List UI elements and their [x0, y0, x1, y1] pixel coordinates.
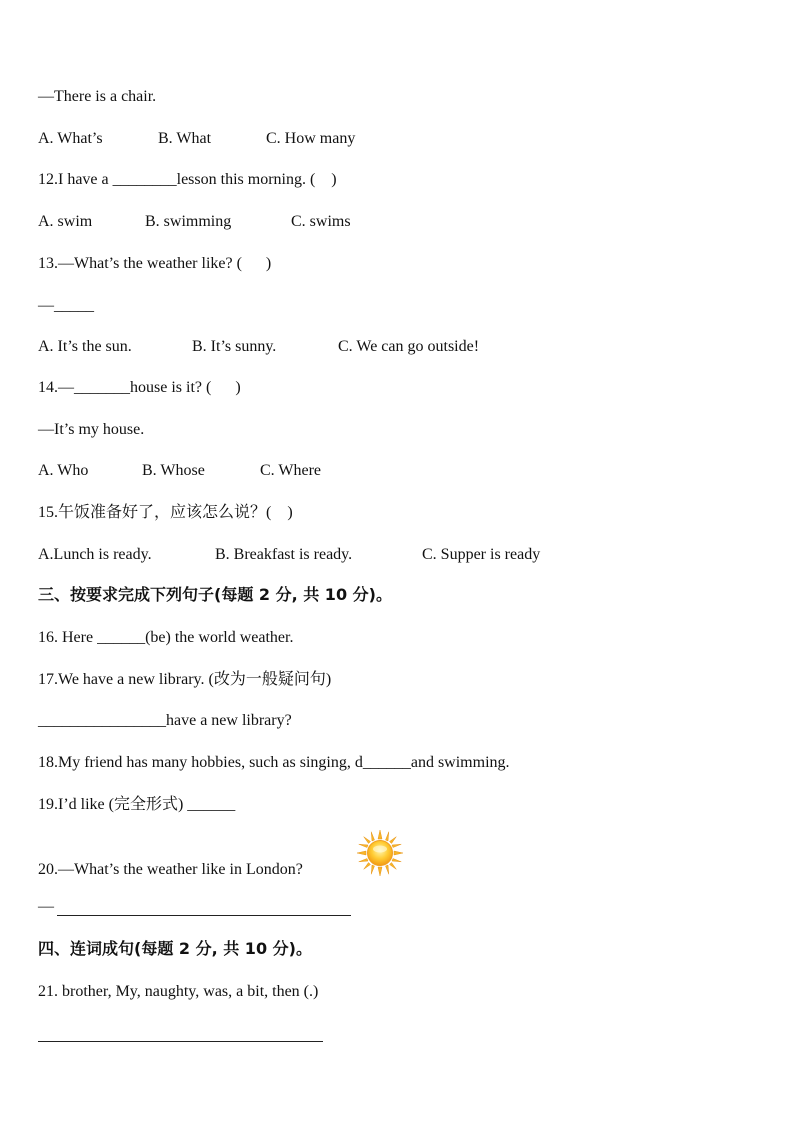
q21-question: 21. brother, My, naughty, was, a bit, then (.) [38, 983, 319, 1000]
q12-option-b: B. swimming [145, 213, 232, 230]
q14-question: 14.—_______house is it? ( ) [38, 379, 241, 396]
q17-answer-line: ________________have a new library? [38, 712, 292, 729]
q14-option-a: A. Who [38, 462, 89, 479]
q11-option-a: A. What’s [38, 130, 103, 147]
q20-answer-dash: — [38, 898, 54, 915]
q21-answer-blank [38, 1041, 323, 1042]
q13-option-a: A. It’s the sun. [38, 338, 132, 355]
q13-blank-line: —_____ [38, 297, 94, 314]
q19-question: 19.I’d like (完全形式) ______ [38, 796, 236, 813]
section-4-heading: 四、连词成句(每题 2 分, 共 10 分)。 [38, 939, 312, 958]
q13-question: 13.—What’s the weather like? ( ) [38, 255, 272, 272]
section-3-heading: 三、按要求完成下列句子(每题 2 分, 共 10 分)。 [38, 585, 392, 604]
q12-option-a: A. swim [38, 213, 93, 230]
q13-option-c: C. We can go outside! [338, 338, 480, 355]
q15-option-c: C. Supper is ready [422, 546, 541, 563]
q11-option-b: B. What [158, 130, 212, 147]
q12-question: 12.I have a ________lesson this morning. ( ) [38, 171, 337, 188]
q15-option-b: B. Breakfast is ready. [215, 546, 353, 563]
q14-answer-line: —It’s my house. [38, 421, 145, 438]
q18-question: 18.My friend has many hobbies, such as singing, d______and swimming. [38, 754, 510, 771]
sun-icon [357, 830, 403, 876]
q17-question: 17.We have a new library. (改为一般疑问句) [38, 671, 332, 688]
q11-option-c: C. How many [266, 130, 356, 147]
q11-answer-line: —There is a chair. [38, 88, 157, 105]
q16-question: 16. Here ______(be) the world weather. [38, 629, 294, 646]
q20-answer-blank [57, 915, 351, 916]
q12-option-c: C. swims [291, 213, 351, 230]
q15-option-a: A.Lunch is ready. [38, 546, 152, 563]
q13-option-b: B. It’s sunny. [192, 338, 277, 355]
q14-option-b: B. Whose [142, 462, 205, 479]
q15-question: 15.午饭准备好了，应该怎么说？( ) [38, 504, 293, 521]
q20-question: 20.—What’s the weather like in London? [38, 861, 303, 878]
q14-option-c: C. Where [260, 462, 322, 479]
